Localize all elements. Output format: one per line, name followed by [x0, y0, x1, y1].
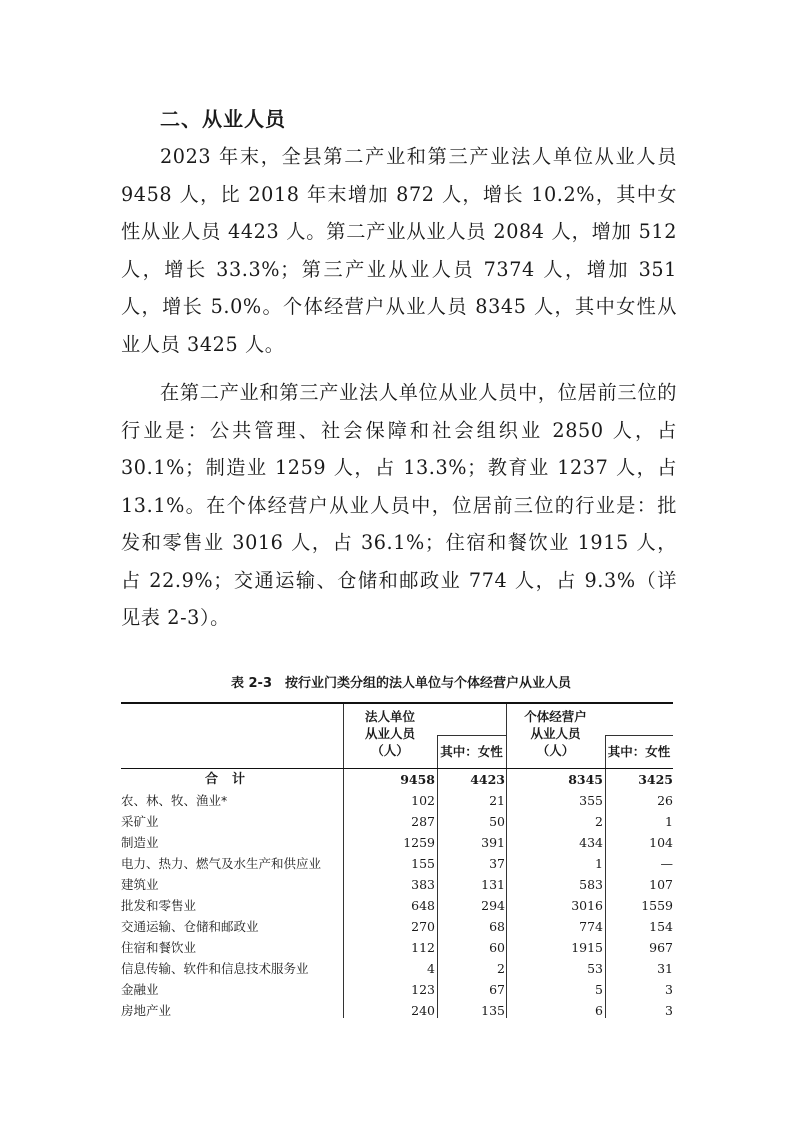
header-line: 从业人员	[364, 726, 415, 741]
individual-value: 355	[579, 793, 603, 808]
legal-units-value: 1259	[403, 835, 435, 850]
legal-units-value: 155	[411, 856, 435, 871]
row-name: 交通运输、仓储和邮政业	[121, 919, 259, 934]
individual-value: 6	[595, 1003, 603, 1018]
individual-value: 1915	[571, 940, 603, 955]
paragraph-employment-summary: 2023 年末，全县第二产业和第三产业法人单位从业人员 9458 人，比 2018 年末增加 872 人，增长 10.2%，其中女性从业人员 4423 人。第二产业从业人员 2084 人，增加 512 人，增长 33.3%；第三产业从业人员 7374 人，增加 351 人，增长 5.0%。个体经营户从业人员 8345 人，其中女性从业人员 3425 人。	[121, 145, 677, 356]
individual-female-value: 1559	[641, 898, 673, 913]
legal-female-value: 37	[489, 856, 505, 871]
header-line: 从业人员	[530, 726, 581, 741]
header-individual-female: 其中：女性	[607, 744, 671, 759]
table-row	[121, 874, 673, 895]
individual-female-value: 107	[649, 877, 673, 892]
row-name: 采矿业	[121, 814, 159, 829]
individual-value: 8345	[568, 772, 603, 787]
header-line: （人）	[536, 743, 575, 758]
individual-value: 53	[587, 961, 603, 976]
row-name: 制造业	[121, 835, 159, 850]
legal-female-value: 294	[481, 898, 505, 913]
table-row	[121, 853, 673, 874]
row-name: 电力、热力、燃气及水生产和供应业	[121, 856, 322, 871]
legal-units-value: 102	[411, 793, 435, 808]
individual-female-value: 3425	[638, 772, 673, 787]
individual-female-value: 1	[665, 814, 673, 829]
legal-female-value: 60	[489, 940, 505, 955]
table-row	[121, 790, 673, 811]
legal-female-value: 391	[481, 835, 505, 850]
legal-units-value: 648	[411, 898, 435, 913]
header-individual	[506, 708, 605, 759]
individual-female-value: 26	[657, 793, 673, 808]
row-name: 金融业	[121, 982, 159, 997]
row-name: 合计	[204, 772, 259, 787]
legal-units-value: 270	[411, 919, 435, 934]
individual-female-value: 967	[649, 940, 673, 955]
individual-female-value: 3	[665, 982, 673, 997]
individual-female-value: 154	[649, 919, 673, 934]
row-name: 建筑业	[121, 877, 159, 892]
individual-value: 5	[595, 982, 603, 997]
row-name: 信息传输、软件和信息技术服务业	[121, 961, 309, 976]
individual-female-value: 104	[649, 835, 673, 850]
header-line: 个体经营户	[524, 709, 587, 724]
individual-value: 434	[579, 835, 603, 850]
section-title: 二、从业人员	[160, 107, 286, 131]
legal-female-value: 50	[489, 814, 505, 829]
legal-female-value: 21	[489, 793, 505, 808]
individual-female-value: —	[660, 856, 673, 871]
table-row	[121, 958, 673, 979]
individual-value: 3016	[571, 898, 603, 913]
subheader-rule	[605, 735, 673, 736]
individual-female-value: 31	[657, 961, 673, 976]
row-name: 房地产业	[121, 1003, 172, 1018]
table-row	[121, 1000, 673, 1021]
paragraph-top-industries: 在第二产业和第三产业法人单位从业人员中，位居前三位的行业是：公共管理、社会保障和社会组织业 2850 人，占 30.1%；制造业 1259 人，占 13.3%；教育业 1237 人，占 13.1%。在个体经营户从业人员中，位居前三位的行业是：批发和零售业 3016 人，占 36.1%；住宿和餐饮业 1915 人，占 22.9%；交通运输、仓储和邮政业 774 人，占 9.3%（详见表 2-3）。	[121, 381, 677, 629]
legal-female-value: 68	[489, 919, 505, 934]
table-row	[121, 937, 673, 958]
row-name: 住宿和餐饮业	[121, 940, 197, 955]
legal-female-value: 67	[489, 982, 505, 997]
header-line: （人）	[371, 743, 409, 758]
legal-units-value: 9458	[400, 772, 435, 787]
header-line: 法人单位	[364, 709, 415, 724]
legal-units-value: 4	[427, 961, 435, 976]
table-row	[121, 979, 673, 1000]
subheader-rule	[437, 735, 506, 736]
table-row	[121, 895, 673, 916]
legal-units-value: 383	[411, 877, 435, 892]
individual-value: 583	[579, 877, 603, 892]
legal-female-value: 4423	[470, 772, 505, 787]
legal-female-value: 135	[481, 1003, 505, 1018]
table-row	[121, 916, 673, 937]
header-legal-units	[343, 708, 437, 759]
row-name: 农、林、牧、渔业*	[121, 793, 228, 808]
legal-units-value: 112	[411, 940, 435, 955]
legal-units-value: 123	[411, 982, 435, 997]
table-top-rule	[121, 702, 673, 704]
individual-value: 774	[579, 919, 603, 934]
table-row	[121, 811, 673, 832]
row-name: 批发和零售业	[121, 898, 197, 913]
individual-female-value: 3	[665, 1003, 673, 1018]
legal-units-value: 287	[411, 814, 435, 829]
individual-value: 1	[595, 856, 603, 871]
legal-female-value: 2	[497, 961, 505, 976]
individual-value: 2	[595, 814, 603, 829]
legal-units-value: 240	[411, 1003, 435, 1018]
legal-female-value: 131	[481, 877, 505, 892]
table-row	[121, 832, 673, 853]
header-legal-female: 其中：女性	[440, 744, 503, 759]
table-row-total	[121, 769, 673, 790]
table-caption: 表 2-3 按行业门类分组的法人单位与个体经营户从业人员	[230, 676, 571, 691]
